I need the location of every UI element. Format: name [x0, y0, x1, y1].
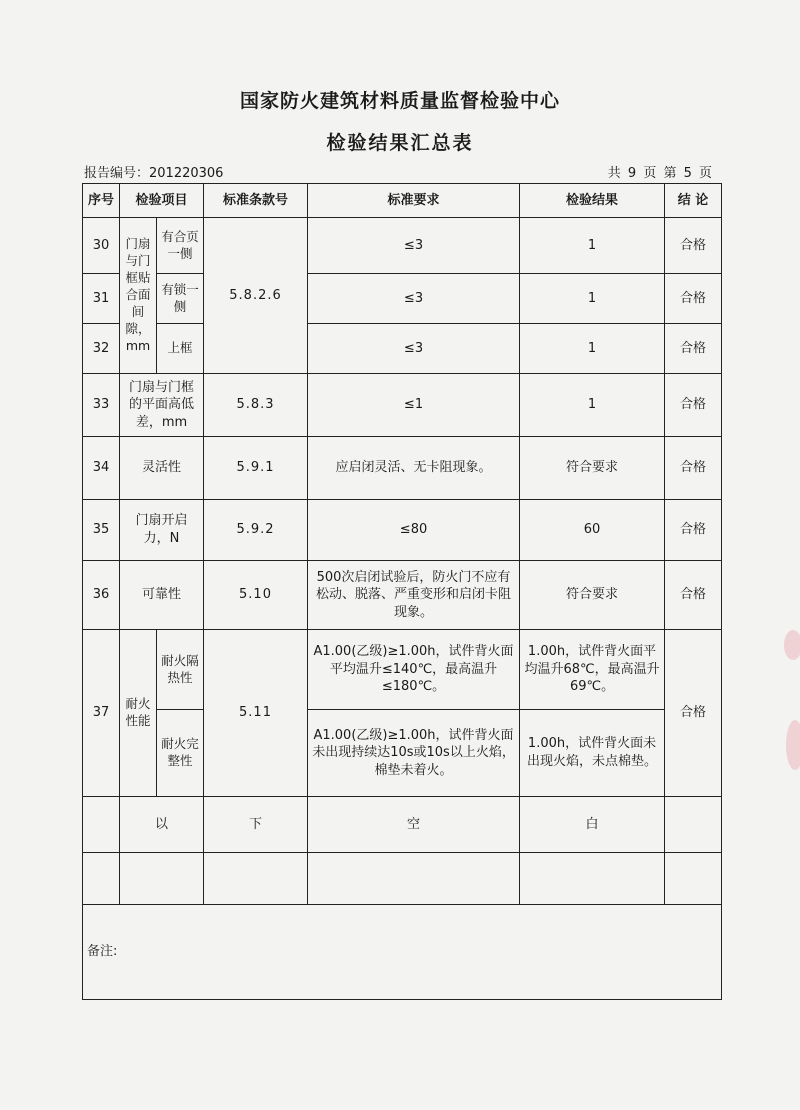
table-header-row: [83, 184, 722, 218]
remarks-row: [83, 905, 722, 1000]
table-row: [83, 500, 722, 561]
stamp-mark: [786, 720, 800, 770]
item-group-label: 门扇与门框贴合面间隙，mm: [120, 218, 157, 374]
sub-item-label: 有锁一侧: [157, 274, 204, 324]
result-cell: 1.00h，试件背火面平均温升68℃，最高温升69℃。: [520, 630, 665, 710]
clause-number: 5.10: [204, 561, 308, 630]
col-header-requirement: 标准要求: [308, 184, 520, 218]
sub-item-label: 耐火完整性: [157, 710, 204, 797]
row-number: 30: [83, 218, 120, 274]
result-cell: 60: [520, 500, 665, 561]
table-row: [83, 561, 722, 630]
item-label: 灵活性: [120, 437, 204, 500]
col-header-conclusion: 结 论: [665, 184, 722, 218]
table-row: [83, 218, 722, 274]
page-subtitle: 检验结果汇总表: [326, 132, 474, 154]
empty-cell: [83, 853, 120, 905]
result-cell: 1.00h，试件背火面未出现火焰，未点棉垫。: [520, 710, 665, 797]
result-cell: 1: [520, 374, 665, 437]
sub-item-label: 有合页一侧: [157, 218, 204, 274]
empty-row: [83, 853, 722, 905]
row-number: 34: [83, 437, 120, 500]
result-cell: 符合要求: [520, 561, 665, 630]
clause-number: 5.9.2: [204, 500, 308, 561]
row-number: 31: [83, 274, 120, 324]
item-group-label: 耐火性能: [120, 630, 157, 797]
requirement-cell: A1.00(乙级)≥1.00h，试件背火面平均温升≤140℃，最高温升≤180℃。: [308, 630, 520, 710]
clause-number: 5.11: [204, 630, 308, 797]
result-cell: 1: [520, 274, 665, 324]
requirement-cell: ≤3: [308, 324, 520, 374]
requirement-cell: 应启闭灵活、无卡阻现象。: [308, 437, 520, 500]
conclusion-cell: 合格: [665, 274, 722, 324]
sub-item-label: 上框: [157, 324, 204, 374]
conclusion-cell: 合格: [665, 374, 722, 437]
requirement-cell: ≤3: [308, 274, 520, 324]
result-cell: 1: [520, 218, 665, 274]
result-cell: 符合要求: [520, 437, 665, 500]
requirement-cell: ≤1: [308, 374, 520, 437]
empty-cell: [120, 853, 204, 905]
empty-cell: [308, 853, 520, 905]
page-info: 共 9 页 第 5 页: [607, 166, 712, 181]
requirement-cell: ≤80: [308, 500, 520, 561]
stamp-mark: [784, 630, 800, 660]
conclusion-cell: 合格: [665, 324, 722, 374]
item-label: 门扇与门框的平面高低差，mm: [120, 374, 204, 437]
blank-marker-char: 白: [520, 797, 665, 853]
requirement-cell: ≤3: [308, 218, 520, 274]
table-row: [83, 374, 722, 437]
table-row: [83, 274, 722, 324]
table-row: [83, 437, 722, 500]
clause-number: 5.8.3: [204, 374, 308, 437]
col-header-item: 检验项目: [120, 184, 204, 218]
report-number: 报告编号：201220306: [84, 166, 224, 181]
clause-number: 5.8.2.6: [204, 218, 308, 374]
row-number: 37: [83, 630, 120, 797]
clause-number: 5.9.1: [204, 437, 308, 500]
requirement-cell: A1.00(乙级)≥1.00h，试件背火面未出现持续达10s或10s以上火焰，棉垫未着火。: [308, 710, 520, 797]
item-label: 门扇开启力，N: [120, 500, 204, 561]
conclusion-cell: 合格: [665, 500, 722, 561]
empty-cell: [665, 853, 722, 905]
col-header-no: 序号: [83, 184, 120, 218]
blank-marker-char: 空: [308, 797, 520, 853]
blank-marker-char: 下: [204, 797, 308, 853]
col-header-result: 检验结果: [520, 184, 665, 218]
blank-marker-row: [83, 797, 722, 853]
table-row: [83, 630, 722, 710]
row-number: 35: [83, 500, 120, 561]
table-row: [83, 324, 722, 374]
conclusion-cell: 合格: [665, 561, 722, 630]
results-table: [82, 183, 722, 1000]
page-title: 国家防火建筑材料质量监督检验中心: [239, 90, 560, 112]
item-label: 可靠性: [120, 561, 204, 630]
empty-cell: [204, 853, 308, 905]
conclusion-cell: 合格: [665, 218, 722, 274]
remarks-label: 备注:: [83, 905, 722, 1000]
sub-item-label: 耐火隔热性: [157, 630, 204, 710]
table-row: [83, 710, 722, 797]
result-cell: 1: [520, 324, 665, 374]
row-number: 36: [83, 561, 120, 630]
row-number: 32: [83, 324, 120, 374]
empty-cell: [520, 853, 665, 905]
empty-cell: [83, 797, 120, 853]
empty-cell: [665, 797, 722, 853]
conclusion-cell: 合格: [665, 630, 722, 797]
col-header-clause: 标准条款号: [204, 184, 308, 218]
blank-marker-char: 以: [120, 797, 204, 853]
requirement-cell: 500次启闭试验后，防火门不应有松动、脱落、严重变形和启闭卡阻现象。: [308, 561, 520, 630]
conclusion-cell: 合格: [665, 437, 722, 500]
row-number: 33: [83, 374, 120, 437]
